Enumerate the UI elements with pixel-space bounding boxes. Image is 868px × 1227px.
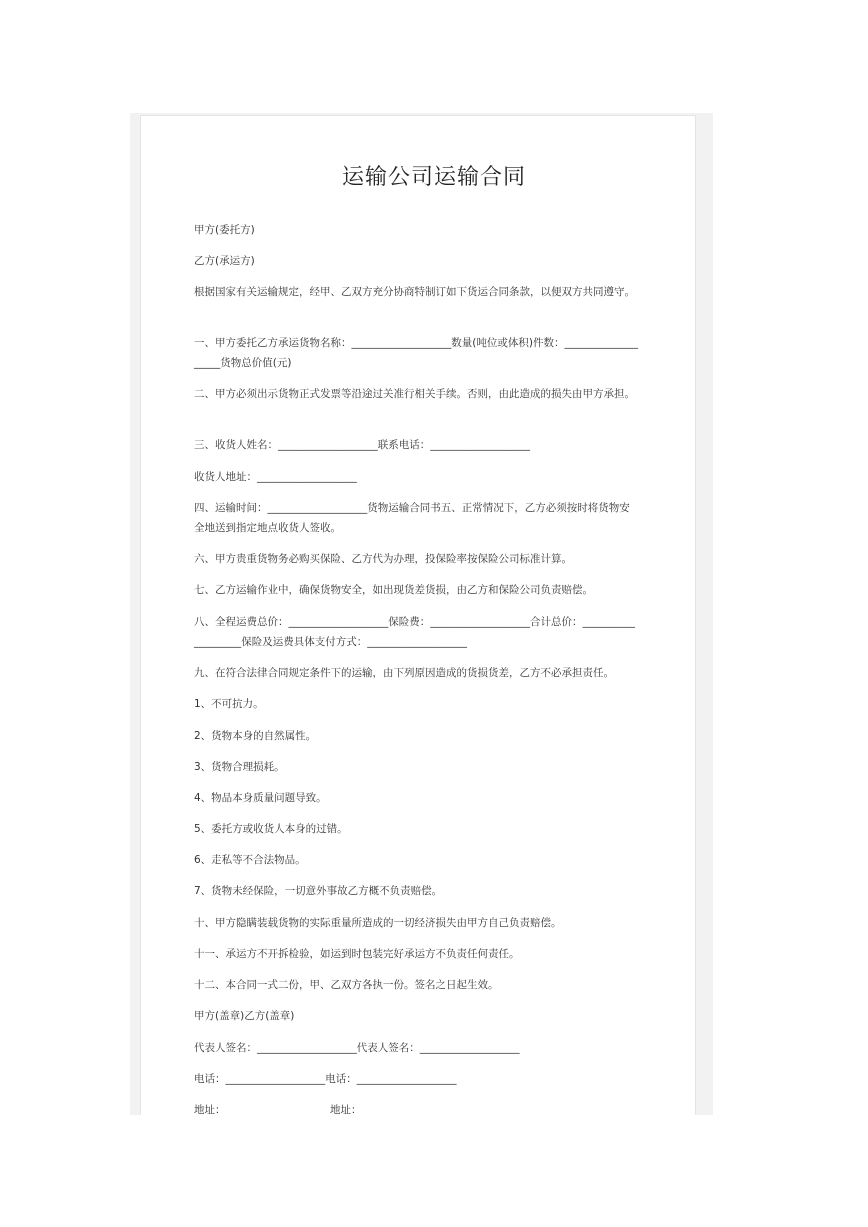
paragraph-clause-7: 七、乙方运输作业中，确保货物安全，如出现货差货损，由乙方和保险公司负责赔偿。 — [194, 584, 593, 596]
paragraph-clause-10: 十、甲方隐瞒装载货物的实际重量所造成的一切经济损失由甲方自己负责赔偿。 — [194, 917, 562, 929]
paragraph-clause-2: 二、甲方必须出示货物正式发票等沿途过关准行相关手续。否则，由此造成的损失由甲方承担。 — [194, 388, 635, 400]
list-item: 2、货物本身的自然属性。 — [194, 730, 317, 742]
list-item: 6、走私等不合法物品。 — [194, 854, 306, 866]
paragraph-clause-1: 一、甲方委托乙方承运货物名称：___________________数量(吨位或体积)件数：___________________货物总价值(元) — [194, 337, 638, 369]
address-right: 地址： — [330, 1104, 362, 1114]
list-item: 5、委托方或收货人本身的过错。 — [194, 823, 348, 835]
paragraph-clause-11: 十一、承运方不开拆检验，如运到时包装完好承运方不负责任何责任。 — [194, 948, 520, 960]
paragraph-clause-8: 八、全程运费总价：___________________保险费：___________________合计总价：___________________保险及运费具体支付方式：___________________ — [194, 616, 635, 648]
document-title: 运输公司运输合同 — [341, 165, 526, 190]
paragraph-clause-3: 三、收货人姓名：___________________联系电话：___________________ — [194, 439, 530, 451]
list-item: 4、物品本身质量问题导致。 — [194, 792, 327, 804]
list-item: 1、不可抗力。 — [194, 698, 264, 710]
paragraph-party-b: 乙方(承运方) — [194, 255, 255, 267]
paragraph-receiver-address: 收货人地址：___________________ — [194, 471, 357, 483]
paragraph-clause-9: 九、在符合法律合同规定条件下的运输，由下列原因造成的货损货差，乙方不必承担责任。 — [194, 667, 614, 679]
paragraph-clause-12: 十二、本合同一式二份，甲、乙双方各执一份。签名之日起生效。 — [194, 979, 499, 991]
address-left: 地址： — [194, 1104, 226, 1114]
paragraph-phones: 电话：___________________电话：___________________ — [194, 1073, 457, 1085]
paragraph-representative-signatures: 代表人签名：___________________代表人签名：___________________ — [194, 1042, 520, 1054]
paragraph-preamble: 根据国家有关运输规定，经甲、乙双方充分协商特制订如下货运合同条款，以便双方共同遵守。 — [194, 286, 635, 298]
list-item: 7、货物未经保险，一切意外事故乙方概不负责赔偿。 — [194, 885, 443, 897]
list-item: 3、货物合理损耗。 — [194, 761, 285, 773]
paragraph-clause-6: 六、甲方贵重货物务必购买保险、乙方代为办理，投保险率按保险公司标准计算。 — [194, 553, 572, 565]
paragraph-clause-4-5: 四、运输时间：___________________货物运输合同书五、正常情况下，乙方必须按时将货物安全地送到指定地点收货人签收。 — [194, 502, 630, 534]
paragraph-party-a: 甲方(委托方) — [194, 224, 255, 236]
paragraph-seals: 甲方(盖章)乙方(盖章) — [194, 1010, 295, 1022]
